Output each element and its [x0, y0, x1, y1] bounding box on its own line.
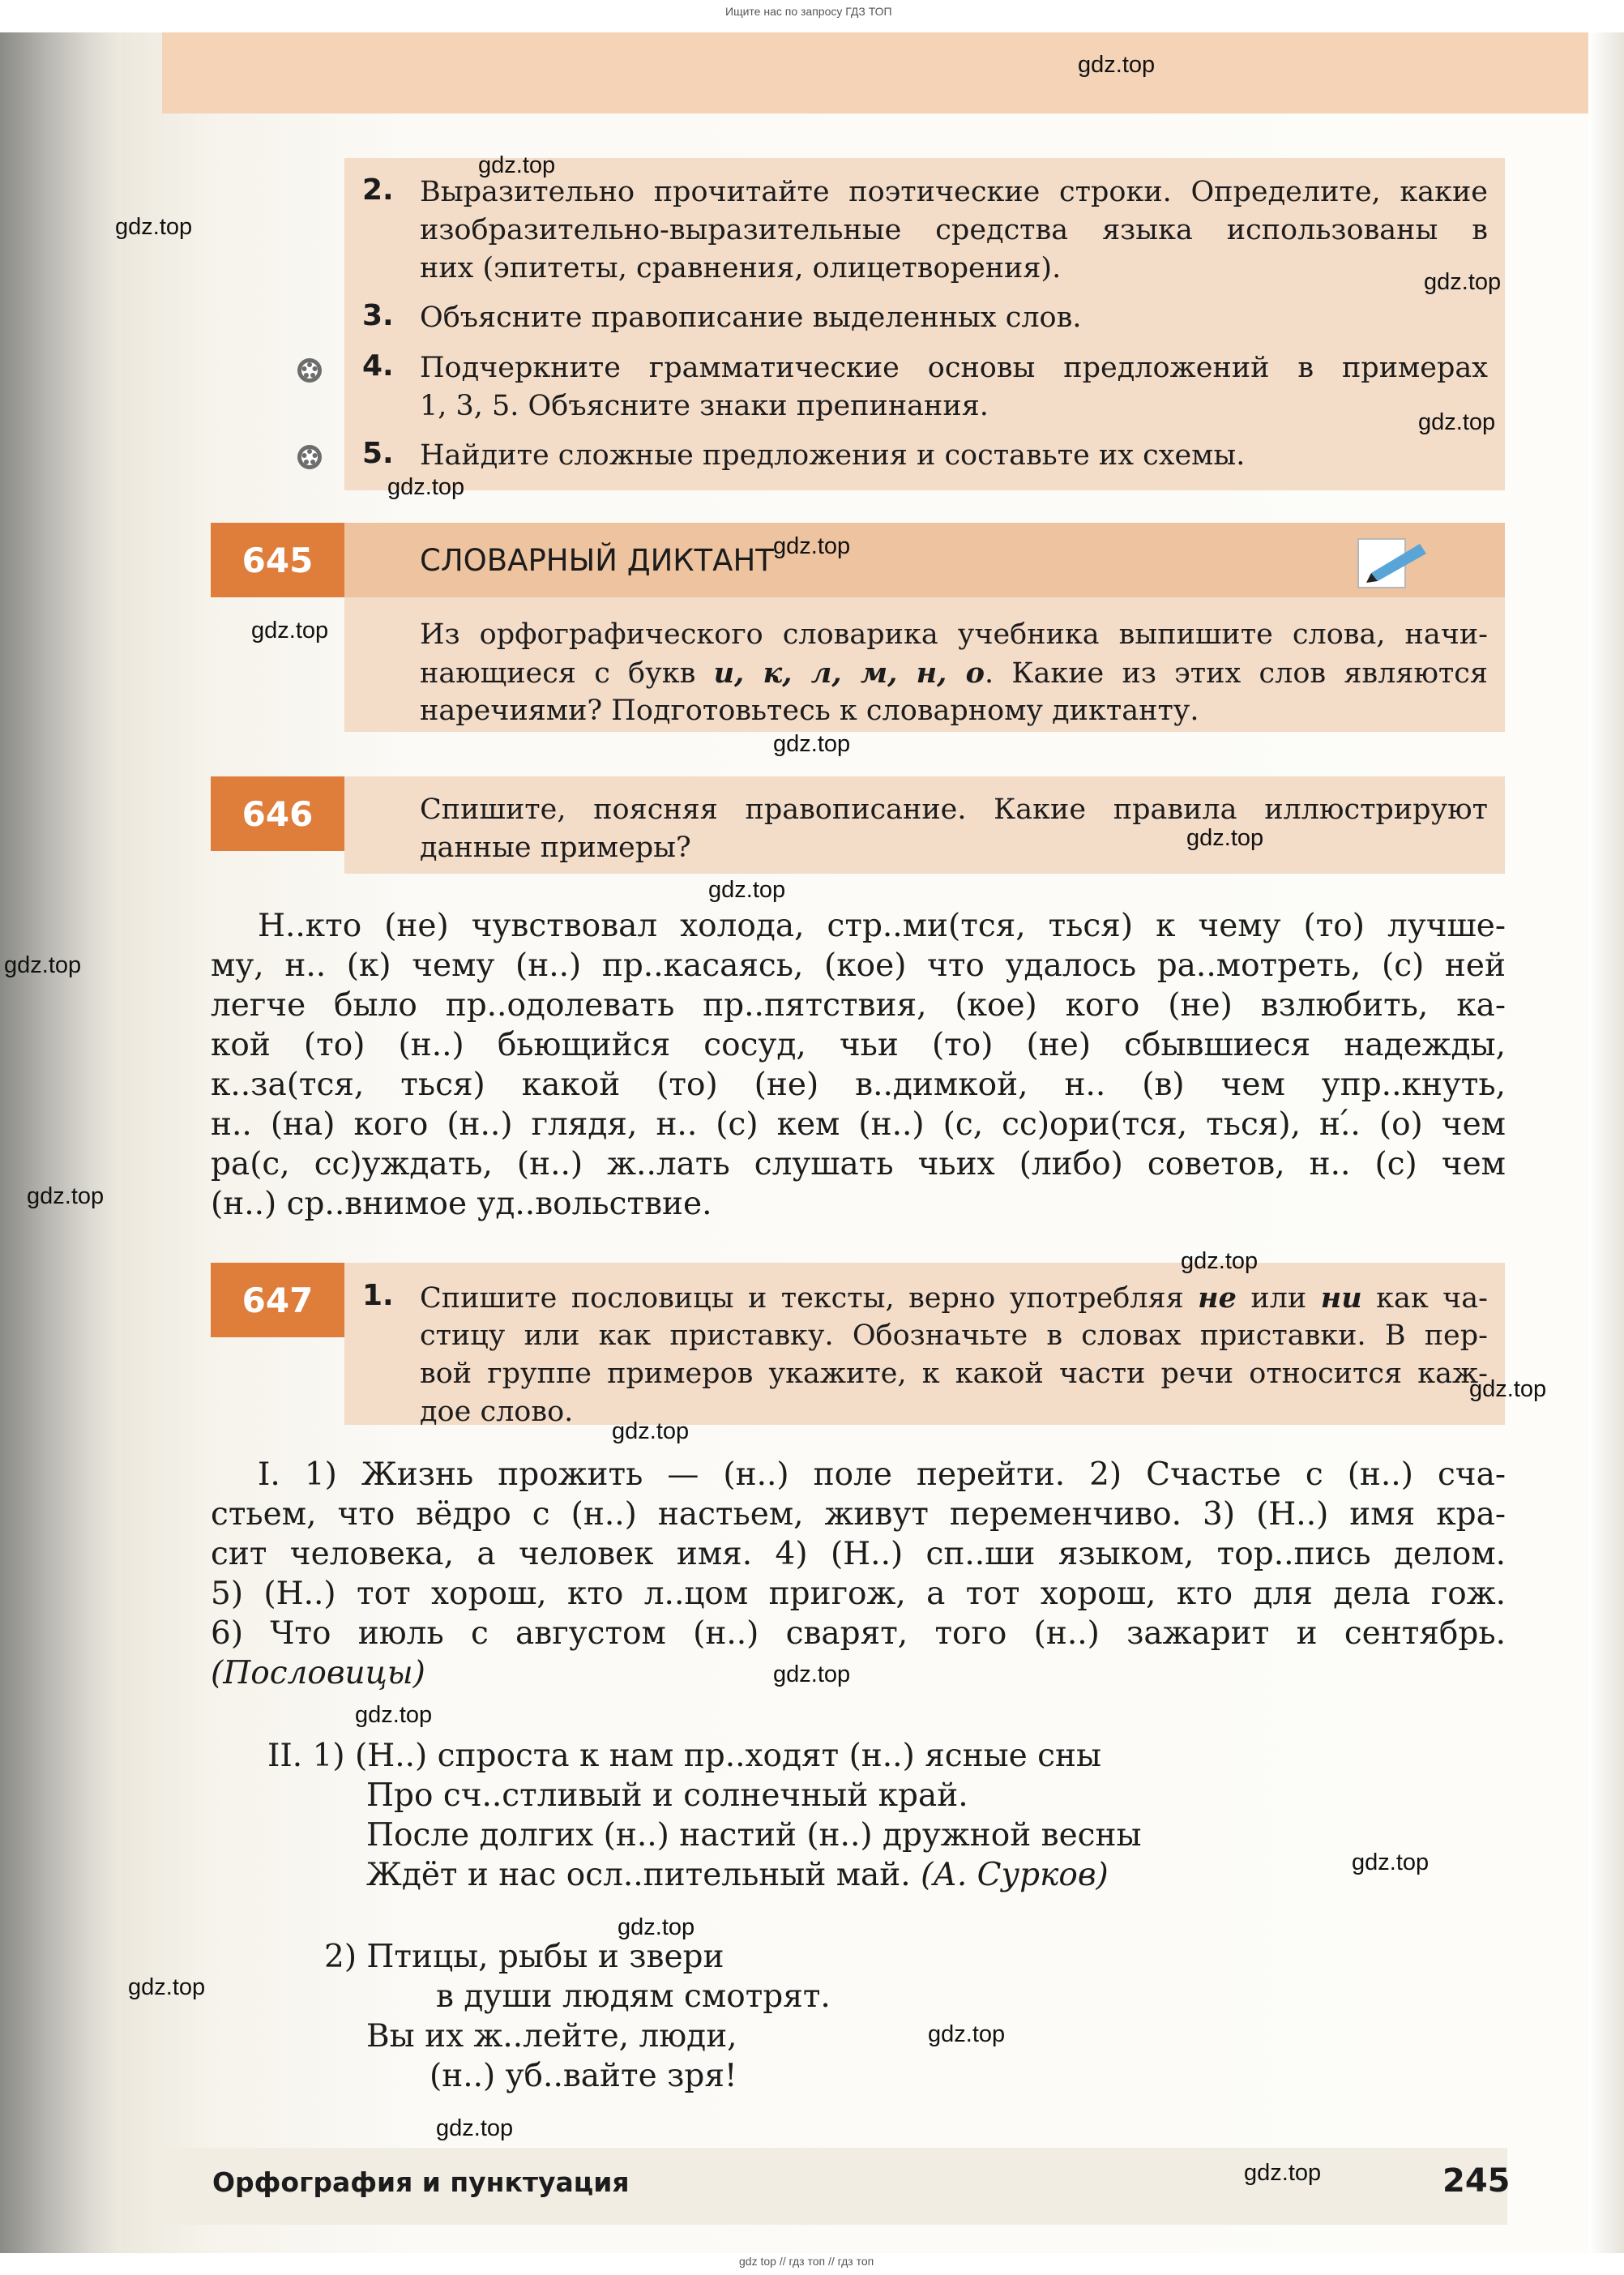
task-number-4: 4. [362, 349, 394, 383]
page-number: 245 [1442, 2162, 1511, 2200]
group-1-source: (Пословицы) [211, 1655, 425, 1691]
pencil-and-paper-icon [1355, 531, 1428, 592]
poem-2-line-3: Вы их ж..лейте, люди, [366, 2018, 737, 2055]
exercise-645-title: СЛОВАРНЫЙ ДИКТАНТ [420, 543, 774, 578]
watermark: gdz.top [355, 1702, 433, 1728]
exercise-646-text-line-8: (н..) ср..внимое уд..вольствие. [211, 1186, 712, 1222]
exercise-646-text-line-6: н.. (на) кого (н..) глядя, н.. (с) кем (н..) (с, сс)ори(тся, ться), н.́. (о) чем [211, 1106, 1506, 1143]
poem-2-line-1: 2) Птицы, рыбы и звери [324, 1939, 724, 1975]
watermark: gdz.top [773, 731, 851, 757]
watermark: gdz.top [1469, 1376, 1547, 1402]
task-2-line-2: изобразительно-выразительные средства языка использованы в [420, 214, 1488, 246]
exercise-647-task-line-2: стицу или как приставку. Обозначьте в словах приставки. В пер- [420, 1319, 1488, 1352]
task-number-3: 3. [362, 299, 394, 332]
task-number-2: 2. [362, 173, 394, 207]
poem-1-author: (А. Сурков) [921, 1857, 1109, 1893]
page-right-edge [1588, 32, 1624, 2253]
exercise-646-text-line-5: к..за(тся, ться) какой (то) (не) в..димкой, н.. (в) чем упр..кнуть, [211, 1067, 1506, 1103]
top-header-band [162, 32, 1588, 113]
watermark: gdz.top [115, 214, 193, 240]
watermark: gdz.top [1418, 409, 1496, 435]
watermark: gdz.top [1181, 1248, 1259, 1274]
poem-1-line-2: Про сч..стливый и солнечный край. [366, 1777, 968, 1814]
watermark: gdz.top [128, 1974, 206, 2000]
top-search-link[interactable]: Ищите нас по запросу ГДЗ ТОП [725, 5, 892, 18]
book-spine-shadow [0, 32, 122, 2253]
watermark: gdz.top [708, 877, 786, 903]
watermark: gdz.top [618, 1914, 695, 1940]
exercise-646-task-line-1: Спишите, поясняя правописание. Какие правила иллюстрируют [420, 793, 1488, 826]
exercise-646-text-line-2: му, н.. (к) чему (н..) пр..касаясь, (кое) что удалось ра..мотреть, (с) ней [211, 947, 1506, 984]
task-number-5: 5. [362, 437, 394, 470]
watermark: gdz.top [1186, 825, 1264, 851]
watermark: gdz.top [436, 2115, 514, 2141]
task-4-line-1: Подчеркните грамматические основы предложений в примерах [420, 352, 1488, 384]
exercise-645-line-3: наречиями? Подготовьтесь к словарному диктанту. [420, 695, 1199, 727]
group-1-line-5: 6) Что июль с августом (н..) сварят, того (н..) зажарит и сентябрь. [211, 1615, 1506, 1652]
group-1-line-2: стьем, что вёдро с (н..) настьем, живут переменчиво. 3) (Н..) имя кра- [211, 1496, 1506, 1533]
task-2-line-1: Выразительно прочитайте поэтические строки. Определите, какие [420, 176, 1488, 208]
exercise-645-line-2: нающиеся с букв и, к, л, м, н, о. Какие из этих слов являются [420, 656, 1488, 690]
task-5-line-1: Найдите сложные предложения и составьте их схемы. [420, 439, 1246, 472]
exercise-646-text-line-3: легче было пр..одолевать пр..пятствия, (кое) кого (не) взлюбить, ка- [211, 987, 1506, 1024]
advanced-task-icon [296, 443, 323, 471]
exercise-646-text-line-4: кой (то) (н..) бьющийся сосуд, чьи (то) (не) сбывшиеся надежды, [211, 1027, 1506, 1063]
advanced-task-icon [296, 357, 323, 384]
task-4-line-2: 1, 3, 5. Объясните знаки препинания. [420, 390, 989, 422]
watermark: gdz.top [1244, 2160, 1322, 2186]
watermark: gdz.top [773, 533, 851, 559]
exercise-646-text-line-7: ра(с, сс)уждать, (н..) ж..лать слушать чьих (либо) советов, н.. (с) чем [211, 1146, 1506, 1182]
exercise-647-task-number: 1. [362, 1279, 394, 1312]
poem-2-line-4: (н..) уб..вайте зря! [430, 2058, 737, 2094]
poem-1-line-3: После долгих (н..) настий (н..) дружной весны [366, 1817, 1142, 1854]
watermark: gdz.top [773, 1661, 851, 1687]
group-1-line-1: I. 1) Жизнь прожить — (н..) поле перейти. 2) Счастье с (н..) сча- [258, 1456, 1506, 1493]
watermark: gdz.top [1078, 52, 1156, 78]
watermark: gdz.top [27, 1183, 105, 1209]
exercise-647-number: 647 [211, 1263, 344, 1337]
poem-2-line-2: в души людям смотрят. [436, 1978, 831, 2015]
exercise-647-task-line-1: Спишите пословицы и тексты, верно употребляя не или ни как ча- [420, 1281, 1489, 1315]
watermark: gdz.top [1424, 269, 1502, 295]
watermark: gdz.top [928, 2021, 1006, 2047]
poem-1-line-4: Ждёт и нас осл..пительный май. (А. Сурков) [366, 1857, 1109, 1893]
task-3-line-1: Объясните правописание выделенных слов. [420, 301, 1082, 334]
watermark: gdz.top [478, 152, 556, 178]
letters-emphasis: и, к, л, м, н, о [713, 656, 985, 690]
exercise-645-line-1: Из орфографического словарика учебника выпишите слова, начи- [420, 618, 1488, 651]
watermark: gdz.top [612, 1418, 690, 1444]
group-1-line-4: 5) (Н..) тот хорош, кто л..цом пригож, а тот хорош, кто для дела гож. [211, 1576, 1506, 1612]
watermark: gdz.top [4, 952, 82, 978]
watermark: gdz.top [387, 474, 465, 500]
watermark: gdz.top [251, 618, 329, 644]
exercise-647-task-line-4: дое слово. [420, 1396, 574, 1428]
task-2-line-3: них (эпитеты, сравнения, олицетворения). [420, 252, 1062, 284]
exercise-646-task-line-2: данные примеры? [420, 832, 691, 864]
watermark: gdz.top [1352, 1850, 1430, 1875]
exercise-647-task-line-3: вой группе примеров укажите, к какой части речи относится каж- [420, 1358, 1488, 1390]
bottom-links[interactable]: gdz top // гдз топ // гдз топ [739, 2255, 874, 2268]
exercise-646-text-line-1: Н..кто (не) чувствовал холода, стр..ми(тся, ться) к чему (то) лучше- [258, 908, 1506, 944]
exercise-645-number: 645 [211, 523, 344, 597]
exercise-646-number: 646 [211, 776, 344, 851]
group-1-line-3: сит человека, а человек имя. 4) (Н..) сп..ши языком, тор..пись делом. [211, 1536, 1506, 1572]
section-title: Орфография и пунктуация [212, 2166, 630, 2198]
poem-1-line-1: II. 1) (Н..) спроста к нам пр..ходят (н..) ясные сны [267, 1738, 1102, 1774]
